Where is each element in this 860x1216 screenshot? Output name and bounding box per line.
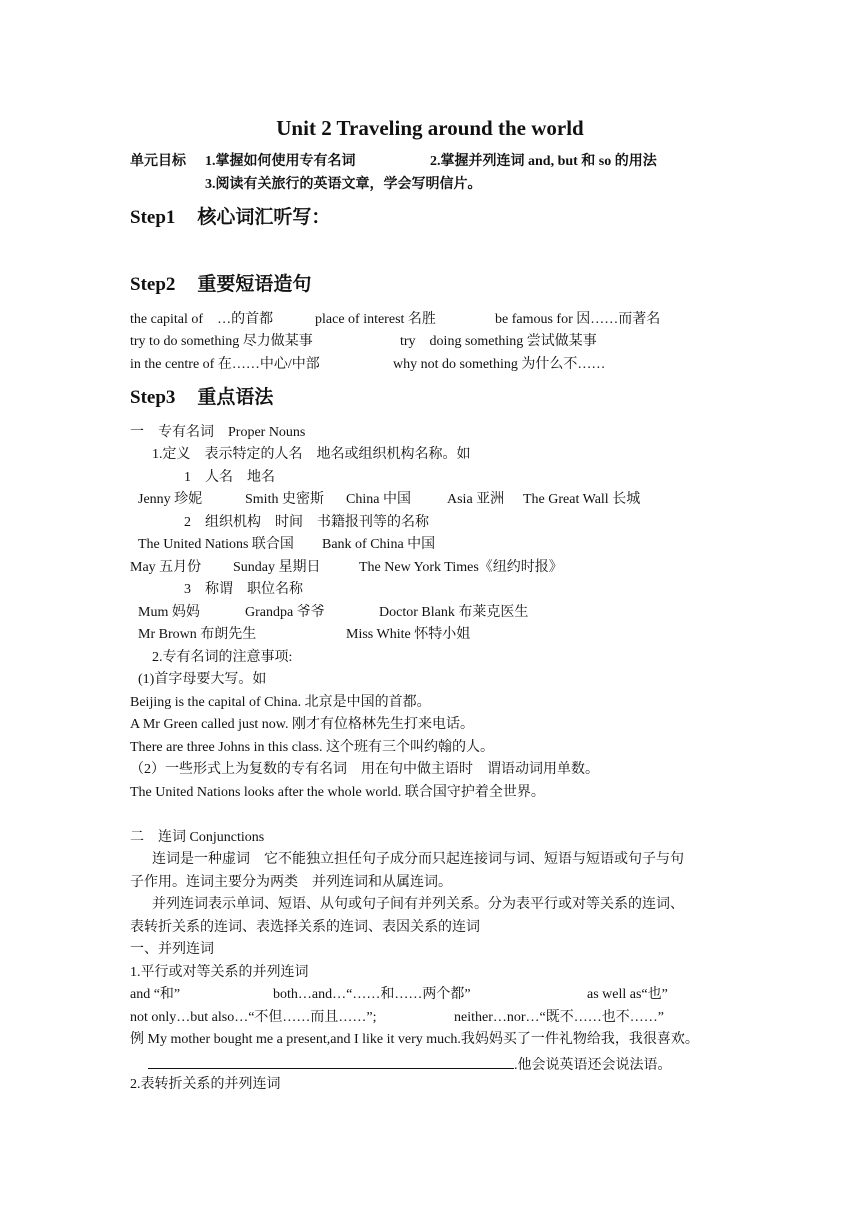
- goal-3: 3.阅读有关旅行的英语文章，学会写明信片。: [205, 177, 482, 192]
- step3-title: 重点语法: [197, 387, 274, 408]
- example-word: Sunday 星期日: [233, 560, 321, 575]
- example-word: Asia 亚洲: [447, 492, 505, 507]
- category-2: 2 组织机构 时间 书籍报刊等的名称: [184, 515, 429, 530]
- example-word: Grandpa 爷爷: [245, 605, 325, 620]
- example-sentence: Beijing is the capital of China. 北京是中国的首都。: [130, 695, 431, 710]
- goal-1: 1.掌握如何使用专有名词: [205, 154, 356, 169]
- phrase: the capital of …的首都: [130, 312, 274, 327]
- proper-nouns-heading: 一 专有名词 Proper Nouns: [130, 425, 306, 440]
- subsection-1: 1.平行或对等关系的并列连词: [130, 965, 309, 980]
- example-word: China 中国: [346, 492, 411, 507]
- example-word: Mr Brown 布朗先生: [138, 627, 257, 642]
- example-sentence: 例 My mother bought me a present,and I like it very much.我妈妈买了一件礼物给我，我很喜欢。: [130, 1032, 699, 1047]
- phrase: place of interest 名胜: [315, 312, 436, 327]
- example-word: Jenny 珍妮: [138, 492, 203, 507]
- step2-title: 重要短语造句: [197, 274, 312, 295]
- conjunction-item: and “和”: [130, 987, 181, 1002]
- example-word: May 五月份: [130, 560, 202, 575]
- category-3: 3 称谓 职位名称: [184, 582, 303, 597]
- notes-heading: 2.专有名词的注意事项:: [152, 650, 293, 665]
- example-word: Bank of China 中国: [322, 537, 436, 552]
- step1-number: Step1: [130, 207, 176, 228]
- example-sentence: There are three Johns in this class. 这个班有三个叫约翰的人。: [130, 740, 494, 755]
- phrase: why not do something 为什么不……: [393, 357, 606, 372]
- step2-number: Step2: [130, 274, 176, 295]
- example-word: The United Nations 联合国: [138, 537, 294, 552]
- conjunction-item: not only…but also…“不但……而且……”;: [130, 1010, 377, 1025]
- step3-number: Step3: [130, 387, 176, 408]
- category-1: 1 人名 地名: [184, 470, 275, 485]
- example-word: Mum 妈妈: [138, 605, 200, 620]
- page-title: Unit 2 Traveling around the world: [276, 116, 584, 140]
- goal-2: 2.掌握并列连词 and, but 和 so 的用法: [430, 154, 657, 169]
- paragraph-line: 表转折关系的连词、表选择关系的连词、表因关系的连词: [130, 920, 480, 935]
- example-sentence: A Mr Green called just now. 刚才有位格林先生打来电话。: [130, 717, 474, 732]
- example-sentence: The United Nations looks after the whole world. 联合国守护着全世界。: [130, 785, 545, 800]
- conjunction-item: neither…nor…“既不……也不……”: [454, 1010, 664, 1025]
- goals-label: 单元目标: [130, 154, 186, 169]
- note-1: (1)首字母要大写。如: [138, 672, 267, 687]
- step2-heading: [130, 273, 311, 297]
- conjunction-item: both…and…“……和……两个都”: [273, 987, 471, 1002]
- note-2: （2）一些形式上为复数的专有名词 用在句中做主语时 谓语动词用单数。: [130, 762, 599, 777]
- example-word: The New York Times《纽约时报》: [359, 560, 563, 575]
- step1-heading: [130, 206, 330, 230]
- conjunctions-heading: 二 连词 Conjunctions: [130, 830, 265, 845]
- phrase: in the centre of 在……中心/中部: [130, 357, 320, 372]
- answer-blank[interactable]: [148, 1054, 514, 1069]
- definition: 1.定义 表示特定的人名 地名或组织机构名称。如: [152, 447, 471, 462]
- phrase: try to do something 尽力做某事: [130, 334, 313, 349]
- fill-in-line: [130, 1054, 672, 1075]
- example-word: Doctor Blank 布莱克医生: [379, 605, 529, 620]
- paragraph-line: 并列连词表示单词、短语、从句或句子间有并列关系。分为表平行或对等关系的连词、: [152, 897, 684, 912]
- example-word: Smith 史密斯: [245, 492, 324, 507]
- subheading: 一、并列连词: [130, 942, 214, 957]
- example-word: Miss White 怀特小姐: [346, 627, 471, 642]
- paragraph-line: 连词是一种虚词 它不能独立担任句子成分而只起连接词与词、短语与短语或句子与句: [152, 852, 684, 867]
- example-word: The Great Wall 长城: [523, 492, 641, 507]
- paragraph-line: 子作用。连词主要分为两类 并列连词和从属连词。: [130, 875, 452, 890]
- subsection-2: 2.表转折关系的并列连词: [130, 1077, 281, 1092]
- blank-translation: .他会说英语还会说法语。: [514, 1058, 672, 1073]
- step1-title: 核心词汇听写：: [197, 207, 331, 228]
- conjunction-item: as well as“也”: [587, 987, 668, 1002]
- step3-heading: [130, 386, 273, 410]
- phrase: be famous for 因……而著名: [495, 312, 661, 327]
- phrase: try doing something 尝试做某事: [400, 334, 597, 349]
